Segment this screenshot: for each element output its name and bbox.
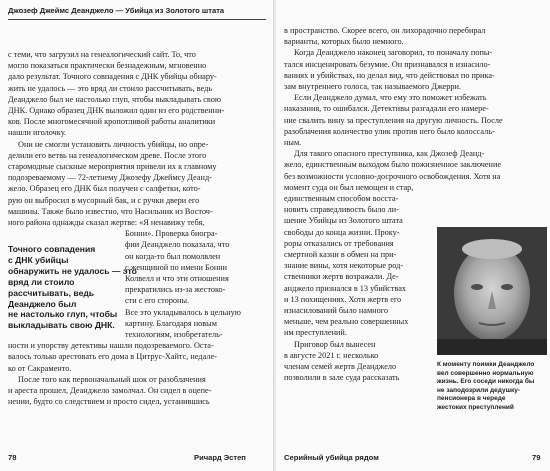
photo-portrait	[437, 227, 547, 355]
text-line: После того как первоначальный шок от разоблачения	[18, 374, 206, 384]
text-line: Точного совпадения	[8, 244, 96, 254]
text-line: свободы до конца жизни. Проку-	[284, 227, 400, 237]
text-line: наказания, то ошибался. Детективы разгадали его намере-	[284, 104, 489, 114]
text-line: картину. Благодаря новым	[125, 318, 217, 328]
right-page	[276, 0, 550, 471]
text-line: могло показаться практически безнадежным, мгновенно	[8, 61, 207, 71]
text-line: с ДНК убийцы	[8, 254, 69, 265]
text-line: он когда-то был помолвлен	[125, 251, 221, 261]
text-line: рую он выбросил в мусорный бак, и с ручки двери его	[8, 195, 200, 205]
text-line: ным.	[284, 138, 302, 148]
text-line: делили его ветвь на генеалогическом древе. После этого	[8, 150, 207, 160]
text-line: К моменту поимки Деанджело	[437, 361, 535, 368]
photo-caption	[437, 361, 547, 413]
text-line: Приговор был вынесен	[294, 339, 376, 349]
running-head: Джозеф Джеймс Деанджело — Убийца из Золотого штата	[8, 6, 225, 15]
text-line: и 13 похищениях. Хотя жертв его	[284, 294, 402, 304]
text-line: меньше, чем реально совершенных	[284, 317, 409, 327]
text-line: позволили в зале суда рассказать	[284, 373, 400, 383]
text-line: Они не смогли установить личность убийцы, но опре-	[18, 139, 209, 149]
text-line: тался инсценировать безумие. Он признавался в изнасило-	[284, 59, 491, 69]
text-line: жить не удалось — это вряд ли стоило рассчитывать, ведь	[8, 83, 213, 93]
text-line: новить справедливость было ли-	[284, 205, 399, 215]
text-line: Для такого опасного преступника, как Джозеф Деанд-	[294, 149, 485, 159]
text-line: валось только арестовать его дома в Цитрус-Хайтс, недале-	[8, 352, 217, 362]
text-line: зам внутреннего голоса, так называемого Джерри.	[284, 82, 461, 92]
text-line: Если Деанджело думал, что ему это поможет избежать	[294, 93, 487, 103]
text-line: разоблачения количество улик против него было колоссаль-	[284, 126, 495, 136]
text-line: варианты, которых было немного.	[284, 37, 404, 47]
page-number-left: 78	[8, 453, 17, 462]
left-body-text	[8, 49, 266, 408]
text-line: не настолько глуп, чтобы	[8, 309, 118, 320]
text-line: ние свалить вину за преступления на другую личность. После	[284, 115, 503, 125]
text-line: фии Деанджело показала, что	[125, 240, 230, 250]
text-line: технологиям, изобретатель-	[125, 330, 223, 340]
text-line: момент суда он был немощен и стар,	[284, 182, 414, 192]
text-line: ко от Сакраменто.	[8, 363, 72, 373]
text-line: ственники жертв возражали. Де-	[284, 272, 399, 282]
text-line: знание вины, хотя некоторые род-	[284, 261, 404, 271]
text-line: роры отказались от требования	[284, 238, 394, 248]
text-line: не заподозрили дедушку-	[437, 386, 521, 394]
text-line: жестоких преступлений	[437, 403, 514, 411]
text-line: в августе 2021 г. несколько	[284, 350, 379, 360]
text-line: обнаружить не удалось — это	[8, 265, 137, 276]
text-line: в пространство. Скорее всего, он лихорадочно перебирал	[284, 26, 486, 35]
text-line: с теми, что загрузил на генеалогический сайт. То, что	[8, 50, 196, 59]
header-rule	[8, 19, 266, 20]
text-line: сти с его стороны.	[125, 296, 190, 306]
text-line: и ареста прошел, Деанджело замолчал. Он сидел в оцепе-	[8, 386, 212, 396]
text-line: нашли иголочку.	[8, 128, 67, 138]
text-line: жело, единственным выходом было пожизненное заключение	[284, 160, 502, 170]
text-line: старомодные сыскные мероприятия привели их к главному	[8, 162, 217, 172]
footer-book-title: Серийный убийца рядом	[284, 453, 379, 462]
text-line: ваниях и убийствах, но делал вид, что действовал по прика-	[284, 70, 495, 80]
text-line: ности и упорству детективы нашли подозреваемого. Оста-	[8, 341, 214, 351]
text-line: прекратились из-за жестоко-	[125, 285, 226, 295]
text-line: Когда Деанджело наконец заговорил, то поначалу попы-	[294, 48, 493, 58]
text-line: с женщиной по имени Бонни	[125, 262, 228, 272]
text-line: нении, будто со следствием и просто сидел, устанившись	[8, 397, 210, 407]
text-line: рассчитывать, ведь	[8, 287, 95, 298]
text-line: смертной казни в обмен на при-	[284, 250, 397, 260]
pull-quote	[8, 244, 137, 331]
text-line: ков. После многомесячной кропотливой работы аналитики	[8, 117, 216, 127]
portrait-image	[437, 227, 547, 355]
text-line: Все это укладывалось в цельную	[125, 307, 241, 317]
text-line: им преступлений.	[284, 328, 347, 338]
left-page	[0, 0, 274, 471]
text-line: жизнь. Его соседи никогда бы	[437, 378, 535, 386]
text-line: дало результат. Точного совпадения с ДНК убийцы обнару-	[8, 72, 217, 82]
text-line: вряд ли стоило	[8, 276, 75, 287]
text-line: Деанджело был не настолько глуп, чтобы выкладывать свою	[8, 94, 222, 104]
text-line: вел совершенно нормальную	[437, 369, 534, 377]
text-line: изнасилований было намного	[284, 306, 389, 316]
text-line: машины. Также было известно, что Насильник из Восточ-	[8, 206, 213, 216]
text-line: шение Убийцы из Золотого штата	[284, 216, 403, 226]
text-line: единственным способом восста-	[284, 194, 399, 204]
text-line: без возможности условно-досрочного освобождения. Хотя на	[284, 171, 501, 181]
text-line: выкладывать свою ДНК.	[8, 320, 115, 331]
footer-author: Ричард Эстеп	[194, 453, 246, 462]
text-line: Деанджело был	[8, 298, 77, 309]
text-line: анджело признался в 13 убийствах	[284, 283, 406, 293]
text-line: членам семей жертв Деанджело	[284, 362, 397, 372]
text-line: Бонни». Проверка биогра-	[125, 229, 218, 239]
text-line: пенсионера в череде	[437, 395, 506, 403]
text-line: жело. Образец его ДНК был получен с салфетки, кото-	[8, 184, 201, 194]
text-line: подозреваемому — 72-летнему Джозефу Джеймсу Деанд-	[8, 173, 212, 183]
text-line: Колвелл и что эти отношения	[125, 274, 229, 284]
text-line: ного района однажды сказал жертве: «Я ненавижу тебя,	[8, 218, 205, 228]
page-number-right: 79	[532, 453, 541, 462]
text-line: ДНК. Однако образец ДНК выложил один из его родственни-	[8, 106, 225, 116]
